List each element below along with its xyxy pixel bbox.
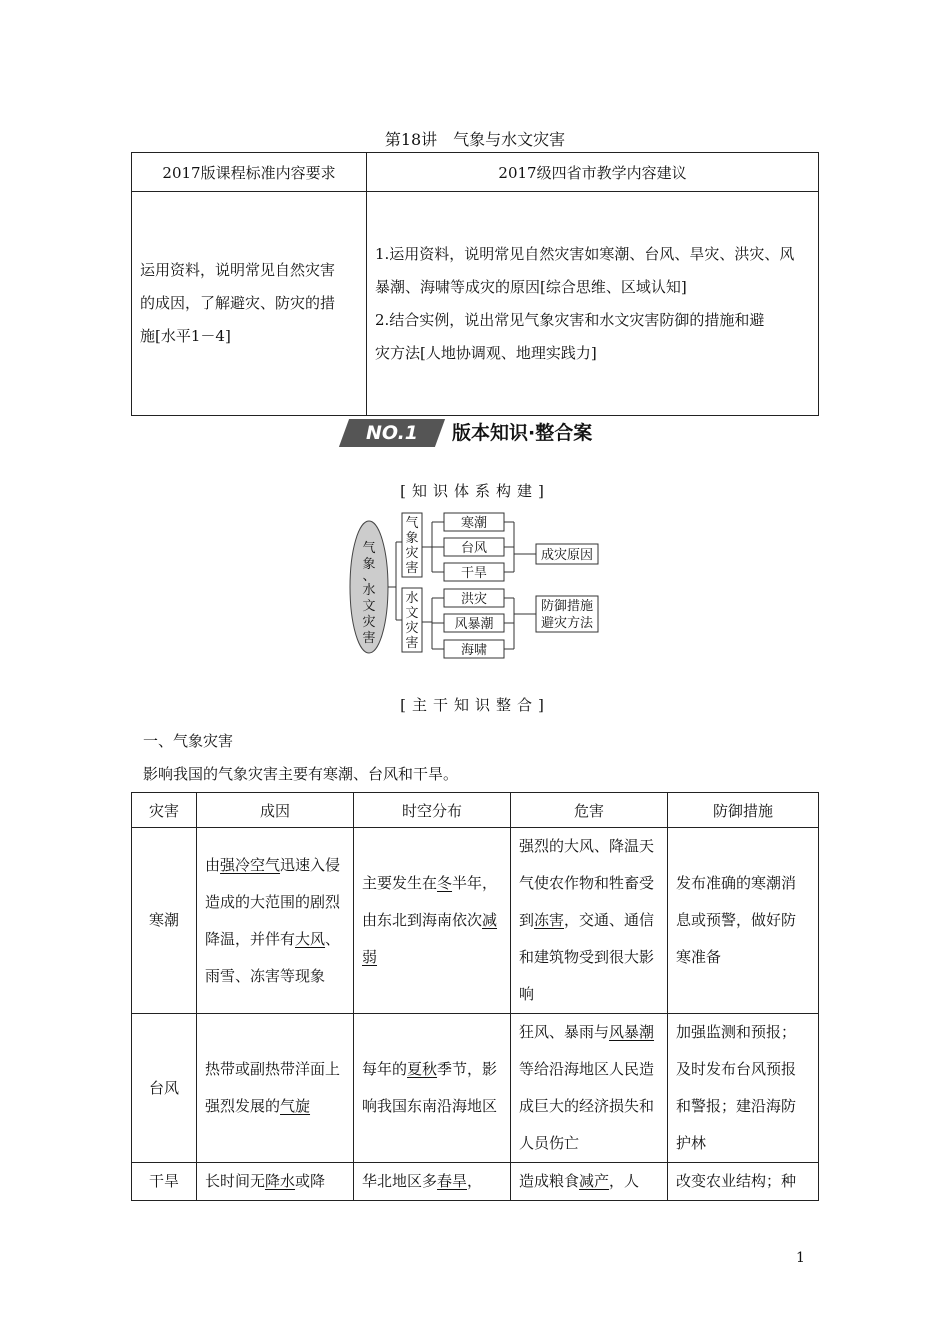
knowledge-diagram [340, 510, 610, 662]
banner-tag: NO.1 [339, 419, 445, 447]
hazard-name: 寒潮 [132, 828, 197, 1014]
svg-text:害: 害 [362, 631, 376, 646]
svg-text:成灾原因: 成灾原因 [540, 548, 594, 563]
hazard-header-harm: 危害 [511, 793, 668, 828]
hazard-harm: 造成粮食减产，人 [511, 1163, 668, 1201]
svg-text:水: 水 [362, 583, 376, 598]
hazard-name: 台风 [132, 1014, 197, 1163]
svg-text:灾: 灾 [405, 621, 419, 636]
standards-header-1: 2017版课程标准内容要求 [132, 153, 367, 192]
svg-text:避灾方法: 避灾方法 [540, 616, 594, 631]
hazard-header-type: 灾害 [132, 793, 197, 828]
svg-text:害: 害 [405, 561, 419, 576]
svg-text:防御措施: 防御措施 [540, 599, 594, 614]
svg-text:水: 水 [405, 591, 419, 606]
subhead-main-knowledge: [主干知识整合] [400, 696, 550, 714]
svg-text:象: 象 [405, 531, 419, 546]
lesson-title: 第18讲 气象与水文灾害 [384, 130, 566, 149]
hazard-header-defense: 防御措施 [668, 793, 819, 828]
diagram-item-drought: 干旱 [460, 566, 488, 581]
hazard-cause: 热带或副热带洋面上强烈发展的气旋 [197, 1014, 354, 1163]
standards-cell-1: 运用资料，说明常见自然灾害 的成因，了解避灾、防灾的措 施[水平1－4] [132, 192, 367, 416]
hazard-header-distribution: 时空分布 [354, 793, 511, 828]
svg-text:文: 文 [405, 606, 419, 621]
page-number: 1 [796, 1250, 805, 1266]
svg-text:灾: 灾 [362, 615, 376, 630]
diagram-item-flood: 洪灾 [460, 592, 488, 607]
standards-cell-2: 1.运用资料，说明常见自然灾害如寒潮、台风、旱灾、洪灾、风 暴潮、海啸等成灾的原因[综合思维、区域认知] 2.结合实例，说出常见气象灾害和水文灾害防御的措施和避 灾方法[人地协调观、地理实践力] [367, 192, 819, 416]
diagram-item-typhoon: 台风 [460, 541, 488, 556]
hazard-harm: 强烈的大风、降温天气使农作物和牲畜受到冻害，交通、通信和建筑物受到很大影响 [511, 828, 668, 1014]
hazard-header-cause: 成因 [197, 793, 354, 828]
svg-text:象: 象 [362, 557, 376, 572]
hazard-cause: 长时间无降水或降 [197, 1163, 354, 1201]
svg-text:气: 气 [362, 541, 376, 556]
hazard-harm: 狂风、暴雨与风暴潮等给沿海地区人民造成巨大的经济损失和人员伤亡 [511, 1014, 668, 1163]
svg-text:文: 文 [362, 599, 376, 614]
diagram-item-cold-wave: 寒潮 [460, 516, 488, 531]
table-row [132, 1163, 819, 1201]
section-heading: 一、气象灾害 [143, 732, 234, 750]
hazard-defense: 改变农业结构；种 [668, 1163, 819, 1201]
diagram-item-storm-surge: 风暴潮 [454, 617, 494, 632]
hazard-distribution: 华北地区多春旱， [354, 1163, 511, 1201]
subhead-knowledge-system: [知识体系构建] [400, 482, 550, 500]
svg-text:灾: 灾 [405, 546, 419, 561]
hazard-cause: 由强冷空气迅速入侵造成的大范围的剧烈降温，并伴有大风、雨雪、冻害等现象 [197, 828, 354, 1014]
diagram-item-tsunami: 海啸 [460, 643, 488, 658]
standards-header-2: 2017级四省市教学内容建议 [367, 153, 819, 192]
diagram-root-label [362, 541, 375, 646]
hazard-name: 干旱 [132, 1163, 197, 1201]
section-intro: 影响我国的气象灾害主要有寒潮、台风和干旱。 [143, 765, 459, 783]
table-row [132, 828, 819, 1014]
svg-text:、: 、 [362, 569, 376, 584]
hazard-defense: 加强监测和预报；及时发布台风预报和警报；建沿海防护林 [668, 1014, 819, 1163]
hazard-table [131, 792, 819, 1201]
svg-text:害: 害 [405, 636, 419, 651]
section-banner [330, 418, 620, 450]
hazard-defense: 发布准确的寒潮消息或预警，做好防寒准备 [668, 828, 819, 1014]
standards-table [131, 152, 819, 416]
svg-text:气: 气 [405, 516, 419, 531]
table-row [132, 1014, 819, 1163]
hazard-distribution: 主要发生在冬半年，由东北到海南依次减弱 [354, 828, 511, 1014]
banner-title: 版本知识·整合案 [452, 422, 593, 444]
hazard-distribution: 每年的夏秋季节，影响我国东南沿海地区 [354, 1014, 511, 1163]
